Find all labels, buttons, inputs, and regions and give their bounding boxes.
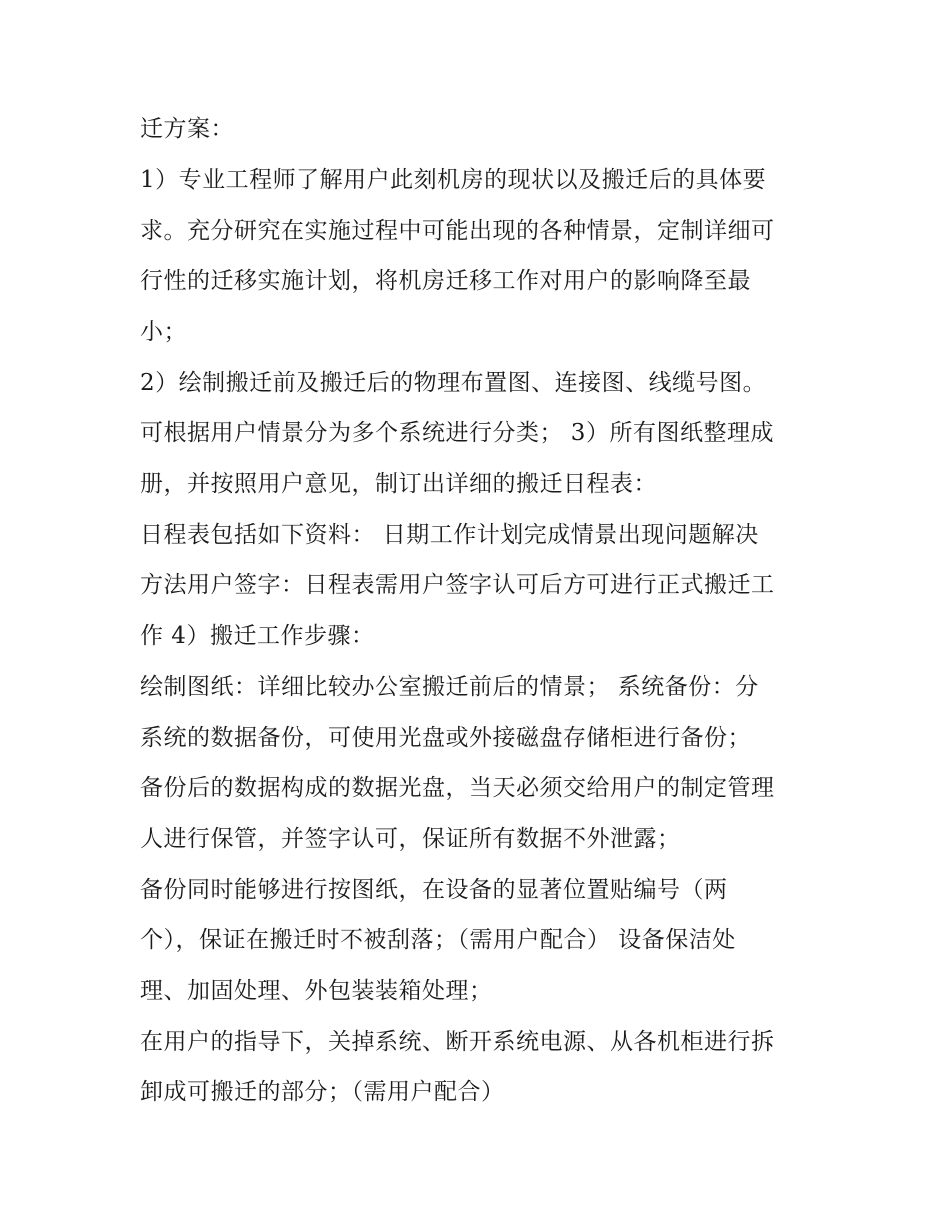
text-line-11: 作 4）搬迁工作步骤： [140,623,375,649]
text-line-16: 备份同时能够进行按图纸，在设备的显著位置贴编号（两 [140,877,728,903]
text-line-13: 系统的数据备份，可使用光盘或外接磁盘存储柜进行备份； [140,725,751,751]
text-line-17: 个），保证在搬迁时不被刮落；（需用户配合） 设备保洁处 [140,927,736,953]
text-line-9: 日程表包括如下资料： 日期工作计划完成情景出现问题解决 [140,522,759,548]
text-line-4: 行性的迁移实施计划，将机房迁移工作对用户的影响降至最 [140,268,751,294]
text-line-20: 卸成可搬迁的部分；（需用户配合） [140,1079,505,1105]
text-line-2: 1）专业工程师了解用户此刻机房的现状以及搬迁后的具体要 [140,167,767,193]
text-line-12: 绘制图纸：详细比较办公室搬迁前后的情景； 系统备份：分 [140,674,759,700]
text-line-7: 可根据用户情景分为多个系统进行分类； 3）所有图纸整理成 [140,420,774,446]
text-line-19: 在用户的指导下，关掉系统、断开系统电源、从各机柜进行拆 [140,1029,775,1055]
text-line-6: 2）绘制搬迁前及搬迁后的物理布置图、连接图、线缆号图。 [140,370,767,396]
text-line-3: 求。充分研究在实施过程中可能出现的各种情景，定制详细可 [140,218,775,244]
text-line-15: 人进行保管，并签字认可，保证所有数据不外泄露； [140,826,681,852]
text-line-1: 迁方案： [140,116,234,142]
text-line-18: 理、加固处理、外包装装箱处理； [140,978,493,1004]
text-line-10: 方法用户签字：日程表需用户签字认可后方可进行正式搬迁工 [140,572,775,598]
text-line-5: 小； [140,319,187,345]
text-line-8: 册，并按照用户意见，制订出详细的搬迁日程表： [140,471,657,497]
text-line-14: 备份后的数据构成的数据光盘，当天必须交给用户的制定管理 [140,775,775,801]
